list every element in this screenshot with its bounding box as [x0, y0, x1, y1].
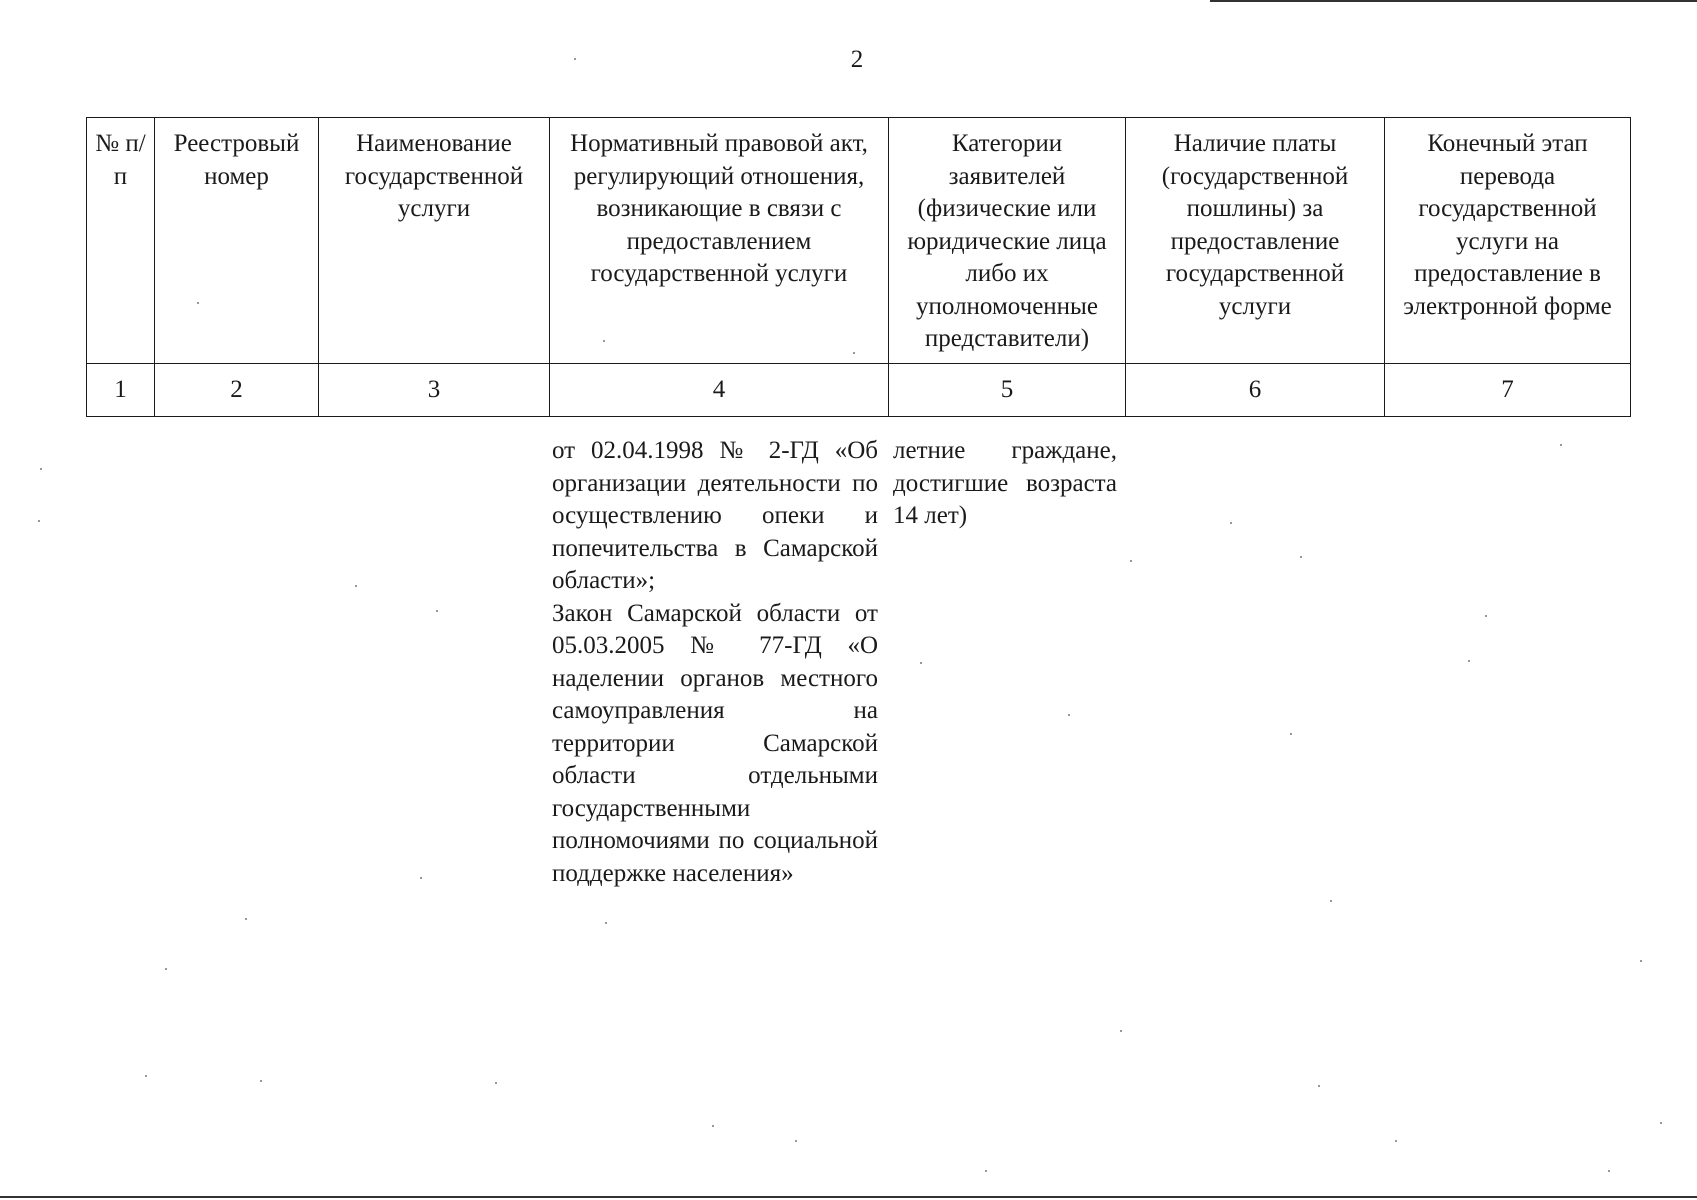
scan-speck — [260, 1080, 262, 1082]
scan-speck — [712, 1125, 714, 1127]
scan-speck — [245, 918, 247, 920]
header-row — [87, 118, 1631, 364]
scan-speck — [1660, 1122, 1662, 1124]
top-border-line — [1210, 0, 1697, 2]
scan-speck — [197, 302, 199, 304]
scan-speck — [605, 922, 607, 924]
scan-speck — [420, 877, 422, 879]
column-number-cell: 5 — [889, 364, 1126, 417]
scan-speck — [495, 1082, 497, 1084]
header-cell-fee: Наличие платы (государственной пошлины) за предоставление государственной услуги — [1126, 118, 1385, 364]
scan-speck — [1130, 560, 1132, 562]
column-number-cell: 6 — [1126, 364, 1385, 417]
column-number-cell: 3 — [319, 364, 550, 417]
scan-speck — [38, 520, 40, 522]
scan-speck — [436, 610, 438, 612]
applicant-categories-paragraph: летние граждане, достигшие возраста 14 лет) — [893, 437, 1117, 529]
scan-speck — [1068, 714, 1070, 716]
header-cell-applicant-categories: Категории заявителей (физические или юридические лица либо их уполномоченные представители) — [889, 118, 1126, 364]
legal-act-continuation — [552, 435, 878, 890]
scan-speck — [355, 585, 357, 587]
column-number-row — [87, 364, 1631, 417]
scan-speck — [1120, 1030, 1122, 1032]
scan-speck — [1395, 1140, 1397, 1142]
scan-speck — [795, 1140, 797, 1142]
scan-speck — [920, 662, 922, 664]
header-cell-service-name: Наименование государственной услуги — [319, 118, 550, 364]
column-number-cell: 1 — [87, 364, 155, 417]
header-cell-legal-act: Нормативный правовой акт, регулирующий отношения, возникающие в связи с предоставлением государственной услуги — [550, 118, 889, 364]
services-table — [86, 117, 1631, 417]
scan-speck — [1330, 900, 1332, 902]
legal-act-paragraph: от 02.04.1998 № 2-ГД «Об организации деятельности по осуществлению опеки и попечительства в Самарской области»; — [552, 437, 878, 594]
header-cell-registry-number: Реестровый номер — [155, 118, 319, 364]
scan-speck — [165, 968, 167, 970]
applicant-categories-continuation — [893, 435, 1117, 533]
column-number-cell: 2 — [155, 364, 319, 417]
header-cell-final-stage: Конечный этап перевода государственной услуги на предоставление в электронной форме — [1385, 118, 1631, 364]
scan-speck — [985, 1170, 987, 1172]
scan-speck — [1468, 660, 1470, 662]
scan-speck — [1640, 960, 1642, 962]
bottom-border-line — [0, 1196, 1697, 1198]
scan-speck — [1608, 1170, 1610, 1172]
page-number: 2 — [850, 46, 864, 73]
column-number-cell: 4 — [550, 364, 889, 417]
scan-speck — [1318, 1085, 1320, 1087]
scan-speck — [603, 340, 605, 342]
scan-speck — [1560, 444, 1562, 446]
legal-act-paragraph: Закон Самарской области от 05.03.2005 № 77-ГД «О наделении органов местного самоуправления на территории Самарской области отдельными государственными полномочиями по социальной поддержке населения» — [552, 599, 878, 887]
scan-speck — [1300, 556, 1302, 558]
scan-speck — [1230, 522, 1232, 524]
scan-speck — [40, 468, 42, 470]
scan-speck — [1290, 733, 1292, 735]
scan-speck — [145, 1075, 147, 1077]
scan-speck — [1485, 615, 1487, 617]
column-number-cell: 7 — [1385, 364, 1631, 417]
scan-speck — [853, 352, 855, 354]
header-cell-number: № п/п — [87, 118, 155, 364]
scan-speck — [574, 58, 576, 60]
